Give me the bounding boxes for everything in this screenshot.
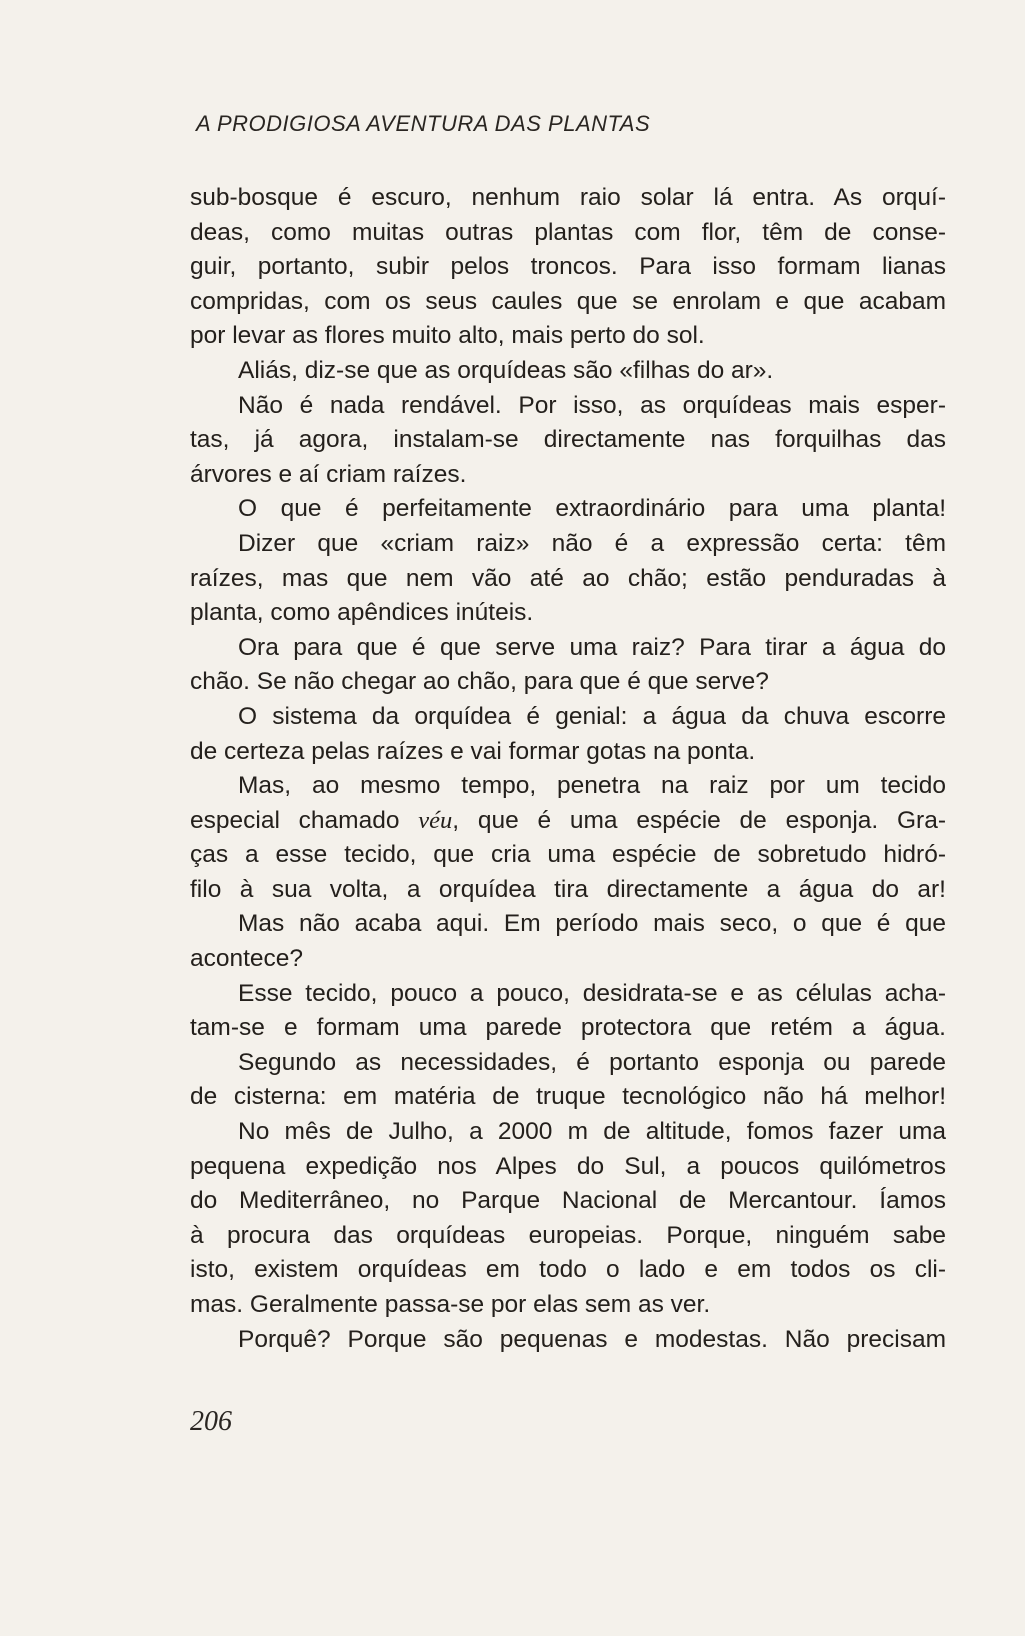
text-line: raízes, mas que nem vão até ao chão; estão penduradas à (190, 564, 946, 592)
text-line: de certeza pelas raízes e vai formar gotas na ponta. (190, 737, 756, 765)
text-line: Mas não acaba aqui. Em período mais seco, o que é que (238, 910, 946, 938)
text-line: filo à sua volta, a orquídea tira directamente a água do ar! (190, 875, 946, 903)
text-line: O que é perfeitamente extraordinário para uma planta! (238, 495, 946, 523)
text-line: chão. Se não chegar ao chão, para que é que serve? (190, 668, 769, 696)
text-line: guir, portanto, subir pelos troncos. Para isso formam lianas (190, 253, 946, 281)
page-number: 206 (190, 1406, 232, 1437)
text-line: por levar as flores muito alto, mais perto do sol. (190, 322, 705, 350)
text-line: árvores e aí criam raízes. (190, 460, 467, 488)
text-line: mas. Geralmente passa-se por elas sem as ver. (190, 1291, 711, 1318)
text-line: Dizer que «criam raiz» não é a expressão certa: têm (238, 529, 946, 557)
text-line: O sistema da orquídea é genial: a água da chuva escorre (238, 702, 946, 730)
running-head: A PRODIGIOSA AVENTURA DAS PLANTAS (196, 111, 651, 136)
text-line: deas, como muitas outras plantas com flor, têm de conse- (190, 218, 946, 246)
text-line: ças a esse tecido, que cria uma espécie de sobretudo hidró- (190, 841, 946, 869)
text-line: acontece? (190, 945, 304, 973)
text-line: planta, como apêndices inúteis. (190, 599, 534, 627)
text-line: isto, existem orquídeas em todo o lado e em todos os cli- (190, 1256, 946, 1284)
text-line: Aliás, diz-se que as orquídeas são «filhas do ar». (238, 356, 774, 384)
text-line: sub-bosque é escuro, nenhum raio solar lá entra. As orquí- (190, 184, 946, 211)
text-line: Esse tecido, pouco a pouco, desidrata-se e as células acha- (238, 979, 946, 1007)
text-line: de cisterna: em matéria de truque tecnológico não há melhor! (190, 1083, 946, 1111)
text-line: compridas, com os seus caules que se enrolam e que acabam (190, 287, 946, 315)
italic-term: véu (418, 806, 453, 834)
body-text (190, 181, 946, 1357)
text-line: Segundo as necessidades, é portanto esponja ou parede (238, 1048, 946, 1076)
text-line: Ora para que é que serve uma raiz? Para tirar a água do (238, 633, 946, 661)
text-line: Não é nada rendável. Por isso, as orquídeas mais esper- (238, 391, 946, 419)
text-span: , que é uma espécie de esponja. Gra- (452, 806, 946, 834)
text-line: do Mediterrâneo, no Parque Nacional de Mercantour. Íamos (190, 1187, 946, 1215)
text-line (190, 804, 946, 839)
text-line: Porquê? Porque são pequenas e modestas. Não precisam (238, 1325, 946, 1353)
text-line: Mas, ao mesmo tempo, penetra na raiz por um tecido (238, 772, 946, 800)
text-line: tam-se e formam uma parede protectora que retém a água. (190, 1014, 946, 1042)
text-line: pequena expedição nos Alpes do Sul, a poucos quilómetros (190, 1152, 946, 1180)
text-line: à procura das orquídeas europeias. Porque, ninguém sabe (190, 1221, 946, 1249)
text-line: No mês de Julho, a 2000 m de altitude, fomos fazer uma (238, 1118, 946, 1146)
text-span: especial chamado (190, 806, 419, 834)
text-line: tas, já agora, instalam-se directamente nas forquilhas das (190, 426, 946, 454)
